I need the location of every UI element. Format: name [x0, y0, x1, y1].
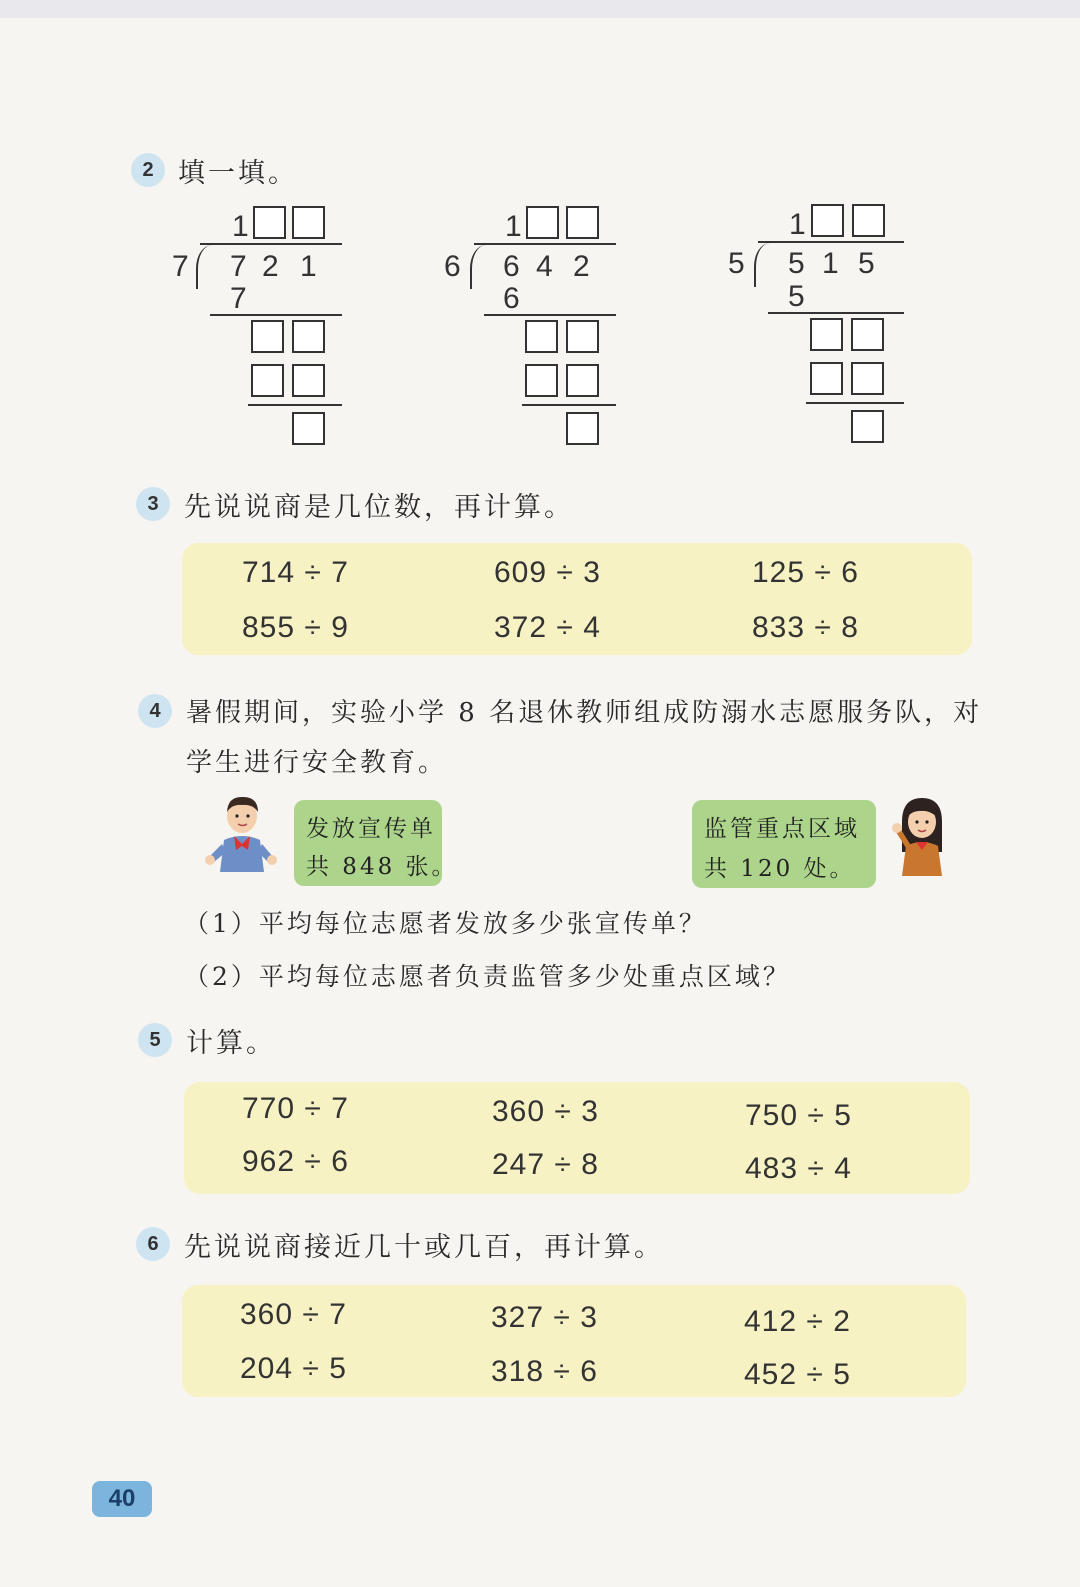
remainder-blank[interactable]	[292, 320, 325, 353]
subtract-line	[522, 404, 616, 406]
remainder-blank[interactable]	[525, 320, 558, 353]
question-3-title: 先说说商是几位数，再计算。	[184, 492, 574, 523]
expression: 360 ÷ 3	[492, 1095, 599, 1128]
product-blank[interactable]	[851, 362, 884, 395]
expression: 412 ÷ 2	[744, 1305, 851, 1338]
bubble-right-line2: 共 120 处。	[704, 856, 856, 882]
quotient-blank[interactable]	[292, 206, 325, 239]
quotient-digit: 1	[232, 210, 249, 243]
remainder-blank[interactable]	[851, 318, 884, 351]
dividend-digit: 5	[788, 247, 805, 280]
expression: 962 ÷ 6	[242, 1145, 349, 1178]
quotient-blank[interactable]	[811, 204, 844, 237]
first-product: 6	[503, 282, 520, 315]
sub-question-1: （1）平均每位志愿者发放多少张宣传单？	[184, 909, 707, 938]
subtract-line	[768, 312, 904, 314]
division-bracket	[754, 243, 770, 287]
bubble-left-line2: 共 848 张。	[306, 854, 458, 880]
product-blank[interactable]	[251, 364, 284, 397]
product-blank[interactable]	[292, 364, 325, 397]
dividend-digit: 7	[230, 250, 247, 283]
expression: 833 ÷ 8	[752, 611, 859, 644]
page-top-edge	[0, 0, 1080, 18]
question-6-badge: 6	[136, 1227, 170, 1261]
expression: 327 ÷ 3	[491, 1301, 598, 1334]
dividend-digit: 5	[858, 247, 875, 280]
division-bar	[758, 241, 904, 243]
division-bracket	[196, 245, 212, 289]
expression: 483 ÷ 4	[745, 1152, 852, 1185]
expression: 770 ÷ 7	[242, 1092, 349, 1125]
dividend-digit: 1	[300, 250, 317, 283]
subtract-line	[248, 404, 342, 406]
boy-illustration	[198, 792, 288, 872]
question-6-title: 先说说商接近几十或几百，再计算。	[184, 1232, 664, 1263]
remainder-blank[interactable]	[810, 318, 843, 351]
dividend-digit: 2	[262, 250, 279, 283]
divisor: 7	[172, 250, 189, 283]
expression: 714 ÷ 7	[242, 556, 349, 589]
question-4-text-line2: 学生进行安全教育。	[186, 748, 448, 778]
expression: 204 ÷ 5	[240, 1352, 347, 1385]
bubble-right-line1: 监管重点区域	[704, 816, 860, 842]
dividend-digit: 2	[573, 250, 590, 283]
question-3-badge: 3	[136, 487, 170, 521]
question-2-badge: 2	[131, 153, 165, 187]
dividend-digit: 6	[503, 250, 520, 283]
division-bar	[200, 243, 342, 245]
sub-question-2: （2）平均每位志愿者负责监管多少处重点区域？	[184, 962, 791, 991]
final-remainder-blank[interactable]	[851, 410, 884, 443]
quotient-digit: 1	[505, 210, 522, 243]
first-product: 7	[230, 282, 247, 315]
speech-bubble-left	[294, 800, 458, 886]
divisor: 6	[444, 250, 461, 283]
expression: 452 ÷ 5	[744, 1358, 851, 1391]
question-5-title: 计算。	[186, 1028, 276, 1059]
question-2-title: 填一填。	[178, 158, 298, 189]
subtract-line	[484, 314, 616, 316]
expression: 125 ÷ 6	[752, 556, 859, 589]
division-bracket	[470, 245, 486, 289]
first-product: 5	[788, 280, 805, 313]
quotient-blank[interactable]	[253, 206, 286, 239]
question-4-text-line1: 暑假期间，实验小学 8 名退休教师组成防溺水志愿服务队，对	[186, 698, 983, 728]
quotient-digit: 1	[789, 208, 806, 241]
division-bar	[474, 243, 616, 245]
remainder-blank[interactable]	[566, 320, 599, 353]
final-remainder-blank[interactable]	[566, 412, 599, 445]
final-remainder-blank[interactable]	[292, 412, 325, 445]
page-number: 40	[92, 1481, 152, 1517]
product-blank[interactable]	[810, 362, 843, 395]
product-blank[interactable]	[525, 364, 558, 397]
expression: 855 ÷ 9	[242, 611, 349, 644]
girl-illustration	[880, 792, 960, 876]
question-5-badge: 5	[138, 1023, 172, 1057]
speech-bubble-right	[692, 800, 876, 888]
subtract-line	[210, 314, 342, 316]
expression: 247 ÷ 8	[492, 1148, 599, 1181]
bubble-left-line1: 发放宣传单	[306, 816, 436, 842]
divisor: 5	[728, 247, 745, 280]
expression: 750 ÷ 5	[745, 1099, 852, 1132]
dividend-digit: 4	[536, 250, 553, 283]
quotient-blank[interactable]	[566, 206, 599, 239]
subtract-line	[806, 402, 904, 404]
product-blank[interactable]	[566, 364, 599, 397]
quotient-blank[interactable]	[526, 206, 559, 239]
quotient-blank[interactable]	[852, 204, 885, 237]
remainder-blank[interactable]	[251, 320, 284, 353]
question-4-badge: 4	[138, 694, 172, 728]
expression: 372 ÷ 4	[494, 611, 601, 644]
expression: 609 ÷ 3	[494, 556, 601, 589]
expression: 360 ÷ 7	[240, 1298, 347, 1331]
expression: 318 ÷ 6	[491, 1355, 598, 1388]
dividend-digit: 1	[822, 247, 839, 280]
